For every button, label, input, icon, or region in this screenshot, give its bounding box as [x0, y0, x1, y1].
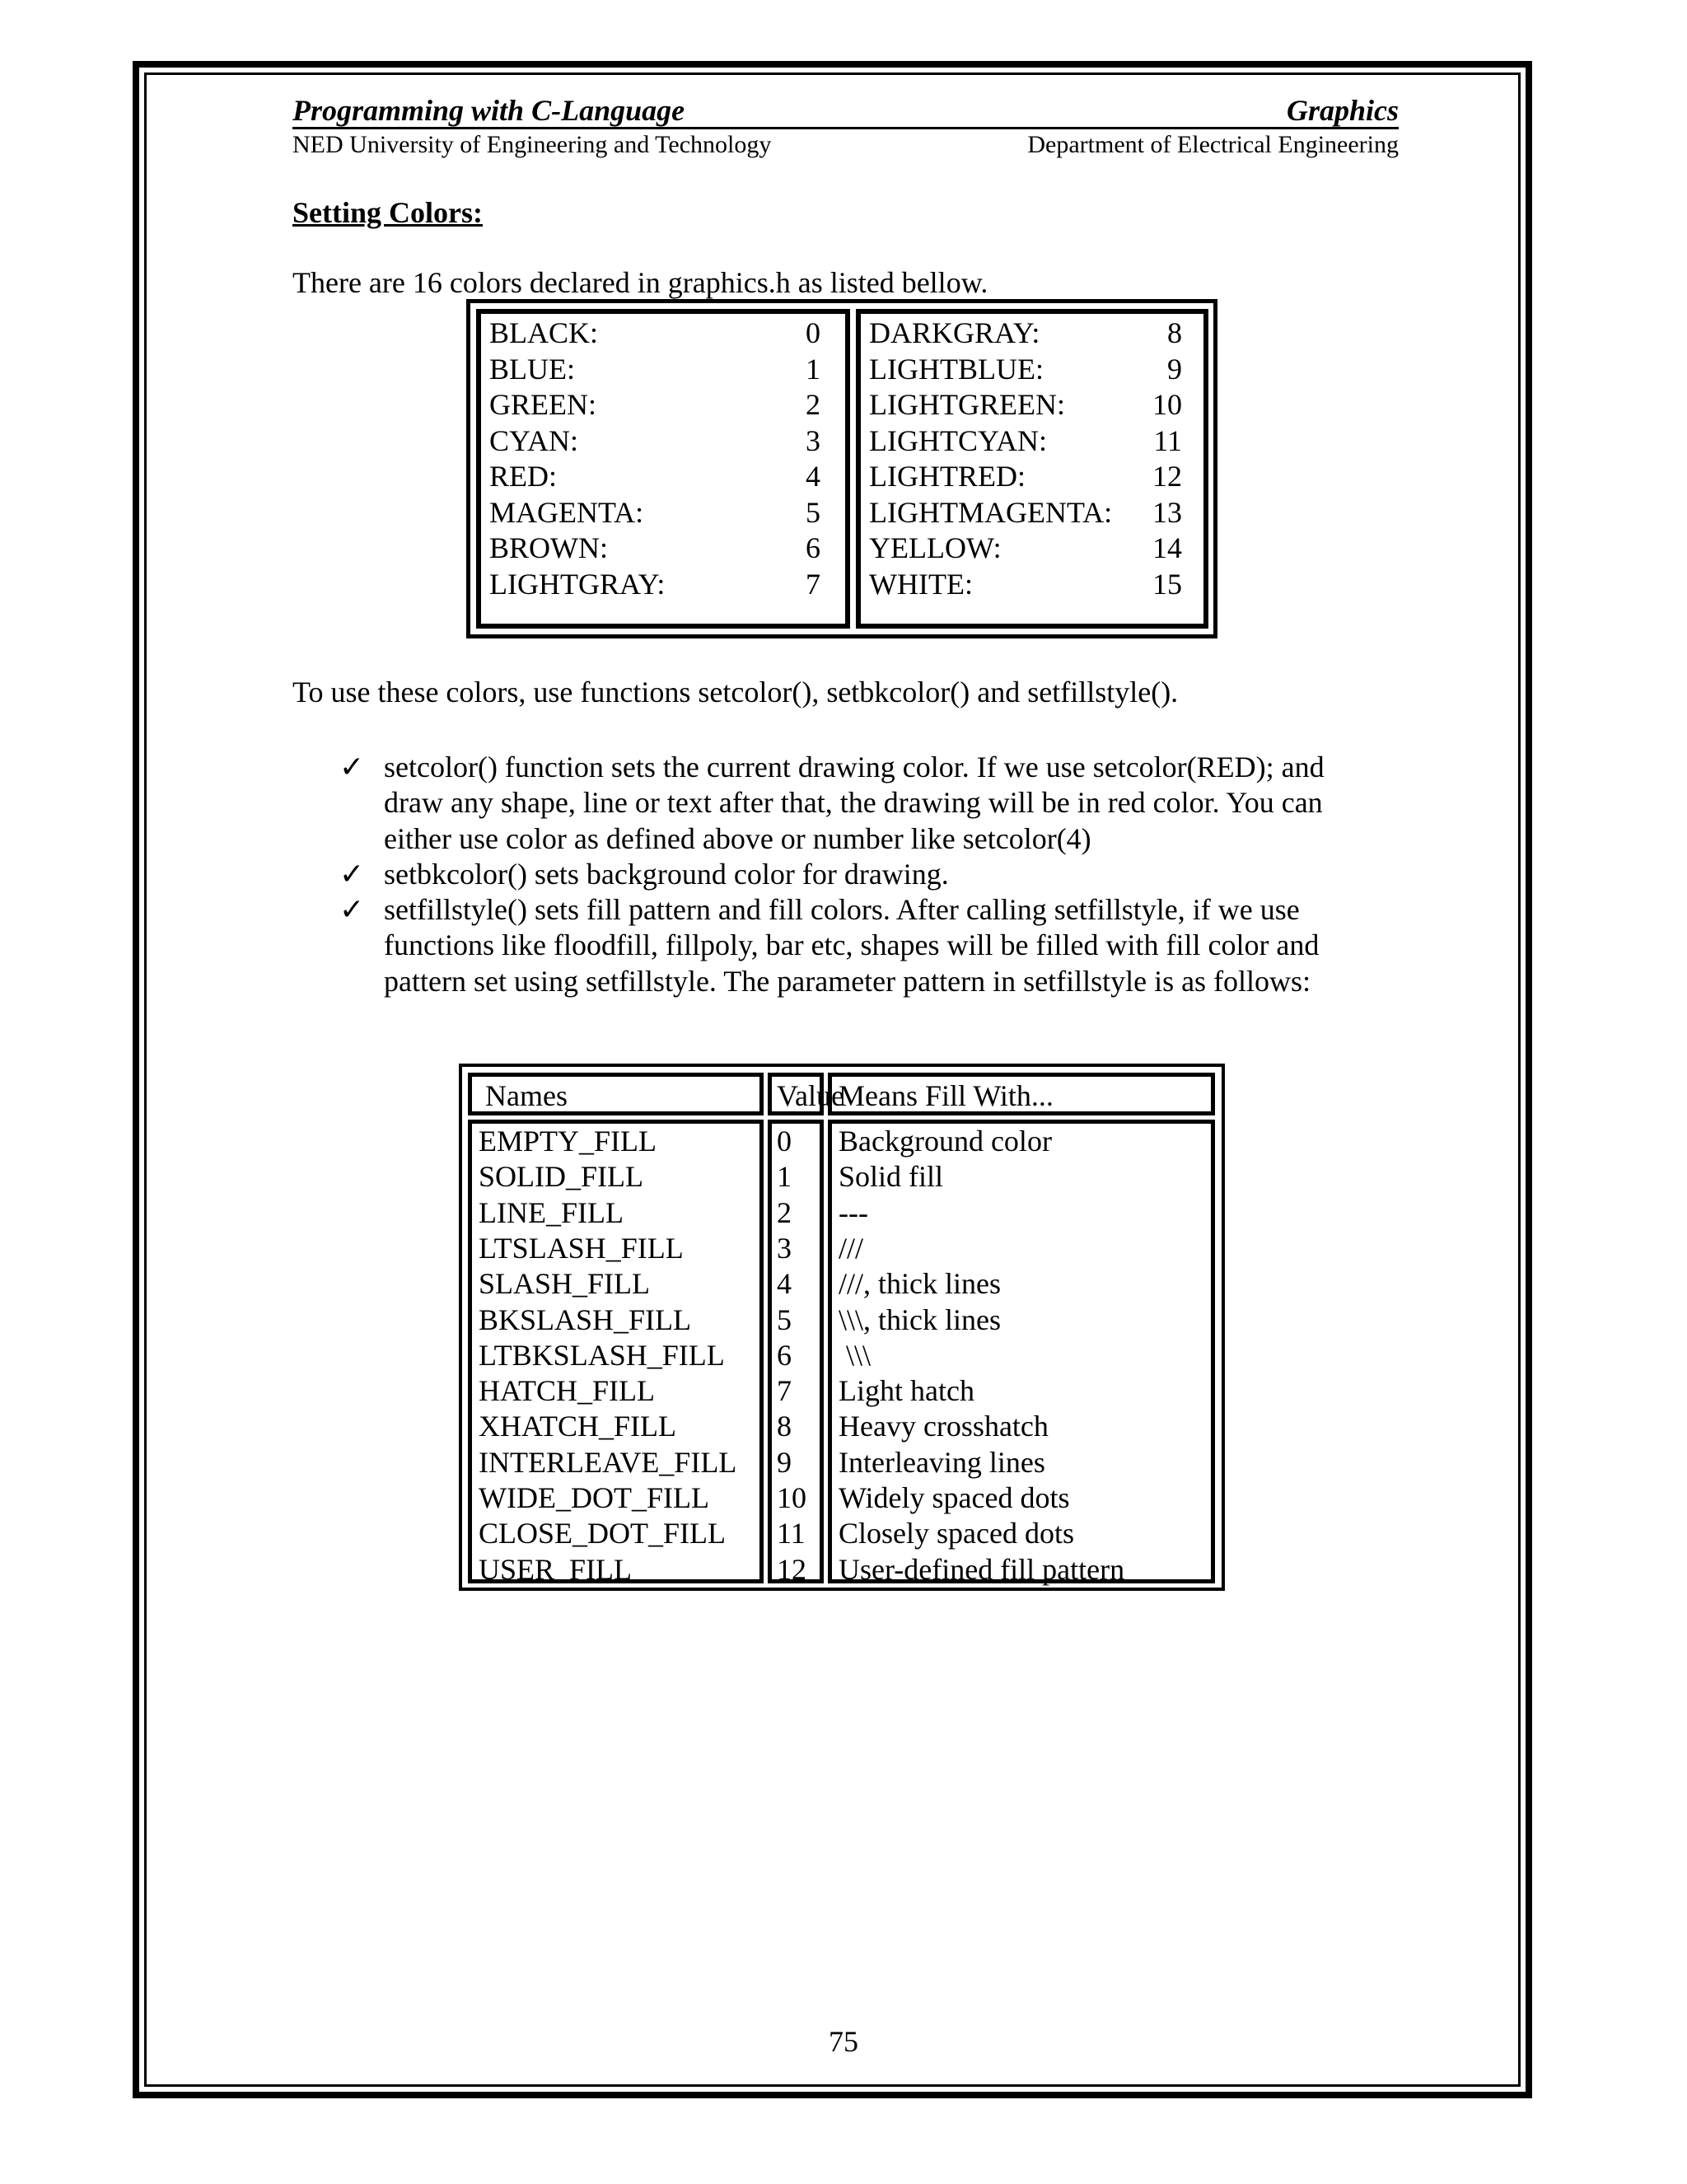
- fill-value: 12: [777, 1552, 806, 1586]
- header-names: [468, 1073, 764, 1115]
- color-name: LIGHTBLUE:: [869, 352, 1044, 386]
- color-value: 3: [806, 423, 820, 457]
- fill-name: LINE_FILL: [479, 1195, 624, 1229]
- fill-value: 0: [777, 1125, 792, 1157]
- header-label: Names: [485, 1079, 568, 1112]
- color-name: LIGHTGRAY:: [489, 567, 666, 601]
- colors-table: [466, 299, 1217, 638]
- usage-paragraph: To use these colors, use functions setcolor(), setbkcolor() and setfillstyle().: [292, 676, 1179, 709]
- fill-value: 2: [777, 1195, 792, 1229]
- course-title: Programming with C-Language: [292, 94, 685, 127]
- fill-name: LTSLASH_FILL: [479, 1231, 684, 1265]
- fill-meaning: Closely spaced dots: [839, 1517, 1074, 1550]
- fill-name: WIDE_DOT_FILL: [479, 1481, 709, 1514]
- color-row: [481, 459, 845, 494]
- means-column: [828, 1120, 1215, 1586]
- department-name: Department of Electrical Engineering: [1027, 131, 1399, 158]
- color-name: MAGENTA:: [489, 495, 644, 529]
- color-value: 10: [1152, 388, 1182, 421]
- color-row: [481, 531, 845, 566]
- color-row: [481, 352, 845, 387]
- color-name: GREEN:: [489, 388, 596, 421]
- color-row: [861, 567, 1203, 602]
- fill-name: SOLID_FILL: [479, 1160, 643, 1194]
- color-value: 12: [1152, 460, 1182, 493]
- values-column: [768, 1120, 824, 1586]
- color-name: LIGHTGREEN:: [869, 388, 1065, 421]
- fill-pattern-table: [459, 1064, 1225, 1591]
- color-value: 7: [806, 567, 820, 601]
- color-row: [861, 495, 1203, 531]
- section-heading: Setting Colors:: [292, 196, 483, 229]
- color-name: LIGHTRED:: [869, 460, 1026, 493]
- bullet-text: setcolor() function sets the current drawing color. If we use setcolor(RED); and: [384, 751, 1325, 783]
- header-value: [768, 1073, 844, 1115]
- fill-name: BKSLASH_FILL: [479, 1302, 692, 1336]
- topic-title: Graphics: [1286, 94, 1399, 127]
- fill-meaning: ---: [839, 1195, 868, 1229]
- header-means: [828, 1073, 1215, 1115]
- color-name: DARKGRAY:: [869, 316, 1040, 349]
- fill-meaning: ///, thick lines: [839, 1267, 1001, 1301]
- names-column: [468, 1120, 764, 1586]
- fill-value: 1: [777, 1160, 792, 1194]
- bullet-text: draw any shape, line or text after that, the drawing will be in red color. You can: [384, 786, 1323, 820]
- color-row: [861, 459, 1203, 494]
- color-row: [861, 531, 1203, 566]
- fill-name: XHATCH_FILL: [479, 1410, 676, 1443]
- fill-meaning: Heavy crosshatch: [839, 1410, 1049, 1443]
- header-label: Value: [777, 1079, 844, 1112]
- fill-meaning: Light hatch: [839, 1374, 974, 1408]
- fill-name: EMPTY_FILL: [479, 1125, 657, 1157]
- color-value: 2: [806, 388, 820, 421]
- color-value: 14: [1152, 531, 1182, 564]
- fill-name: LTBKSLASH_FILL: [479, 1338, 725, 1372]
- color-name: LIGHTMAGENTA:: [869, 495, 1113, 529]
- check-icon: ✓: [339, 893, 365, 926]
- fill-name: USER_FILL: [479, 1552, 633, 1586]
- fill-value: 4: [777, 1267, 792, 1301]
- fill-meaning: \\\, thick lines: [839, 1302, 1001, 1336]
- color-row: [481, 567, 845, 602]
- bullet-text: setbkcolor() sets background color for drawing.: [384, 858, 949, 891]
- color-name: BLACK:: [489, 316, 599, 349]
- fill-value: 7: [777, 1374, 792, 1408]
- color-row: [481, 495, 845, 531]
- running-header: [292, 94, 1399, 129]
- color-row: [481, 423, 845, 459]
- color-value: 4: [806, 460, 820, 493]
- color-name: CYAN:: [489, 423, 579, 457]
- color-value: 13: [1152, 495, 1182, 529]
- color-name: BROWN:: [489, 531, 608, 564]
- fill-name: CLOSE_DOT_FILL: [479, 1517, 726, 1550]
- bullet-text: setfillstyle() sets fill pattern and fill colors. After calling setfillstyle, if we use: [384, 893, 1300, 926]
- check-icon: ✓: [339, 858, 365, 891]
- color-value: 0: [806, 316, 820, 349]
- fill-meaning: \\\: [839, 1338, 872, 1372]
- fill-name: INTERLEAVE_FILL: [479, 1445, 737, 1479]
- color-value: 15: [1152, 567, 1182, 601]
- fill-meaning: Widely spaced dots: [839, 1481, 1070, 1514]
- color-value: 6: [806, 531, 820, 564]
- bullet-text: pattern set using setfillstyle. The parameter pattern in setfillstyle is as follows:: [384, 964, 1311, 998]
- fill-name: SLASH_FILL: [479, 1267, 651, 1301]
- page-number: 75: [829, 2025, 858, 2058]
- color-row: [861, 423, 1203, 459]
- colors-panel-right: [856, 309, 1208, 629]
- fill-value: 11: [777, 1517, 806, 1550]
- color-name: LIGHTCYAN:: [869, 423, 1047, 457]
- fill-meaning: Background color: [839, 1125, 1052, 1157]
- color-row: [861, 387, 1203, 423]
- bullet-text: functions like floodfill, fillpoly, bar etc, shapes will be filled with fill color and: [384, 928, 1320, 962]
- color-name: WHITE:: [869, 567, 973, 601]
- color-row: [861, 316, 1203, 351]
- fill-meaning: User-defined fill pattern: [839, 1552, 1125, 1586]
- fill-meaning: Interleaving lines: [839, 1445, 1045, 1479]
- institution-header: [292, 130, 1399, 160]
- color-name: YELLOW:: [869, 531, 1002, 564]
- fill-value: 10: [777, 1481, 806, 1514]
- colors-panel-left: [476, 309, 850, 629]
- intro-paragraph: There are 16 colors declared in graphics.h as listed bellow.: [292, 266, 988, 299]
- university-name: NED University of Engineering and Technology: [292, 131, 772, 158]
- fill-meaning: ///: [839, 1231, 864, 1265]
- fill-value: 3: [777, 1231, 792, 1265]
- color-value: 8: [1167, 316, 1182, 349]
- bullet-text: either use color as defined above or number like setcolor(4): [384, 821, 1091, 855]
- color-value: 5: [806, 495, 820, 529]
- color-name: RED:: [489, 460, 558, 493]
- color-value: 9: [1167, 352, 1182, 386]
- color-value: 11: [1153, 423, 1182, 457]
- color-row: [481, 316, 845, 351]
- fill-value: 5: [777, 1302, 792, 1336]
- color-name: BLUE:: [489, 352, 575, 386]
- color-row: [481, 387, 845, 423]
- color-value: 1: [806, 352, 820, 386]
- fill-meaning: Solid fill: [839, 1160, 944, 1194]
- header-label: Means Fill With...: [839, 1079, 1054, 1112]
- fill-value: 6: [777, 1338, 792, 1372]
- check-icon: ✓: [339, 751, 365, 783]
- color-row: [861, 352, 1203, 387]
- fill-name: HATCH_FILL: [479, 1374, 655, 1408]
- fill-value: 8: [777, 1410, 792, 1443]
- fill-value: 9: [777, 1445, 792, 1479]
